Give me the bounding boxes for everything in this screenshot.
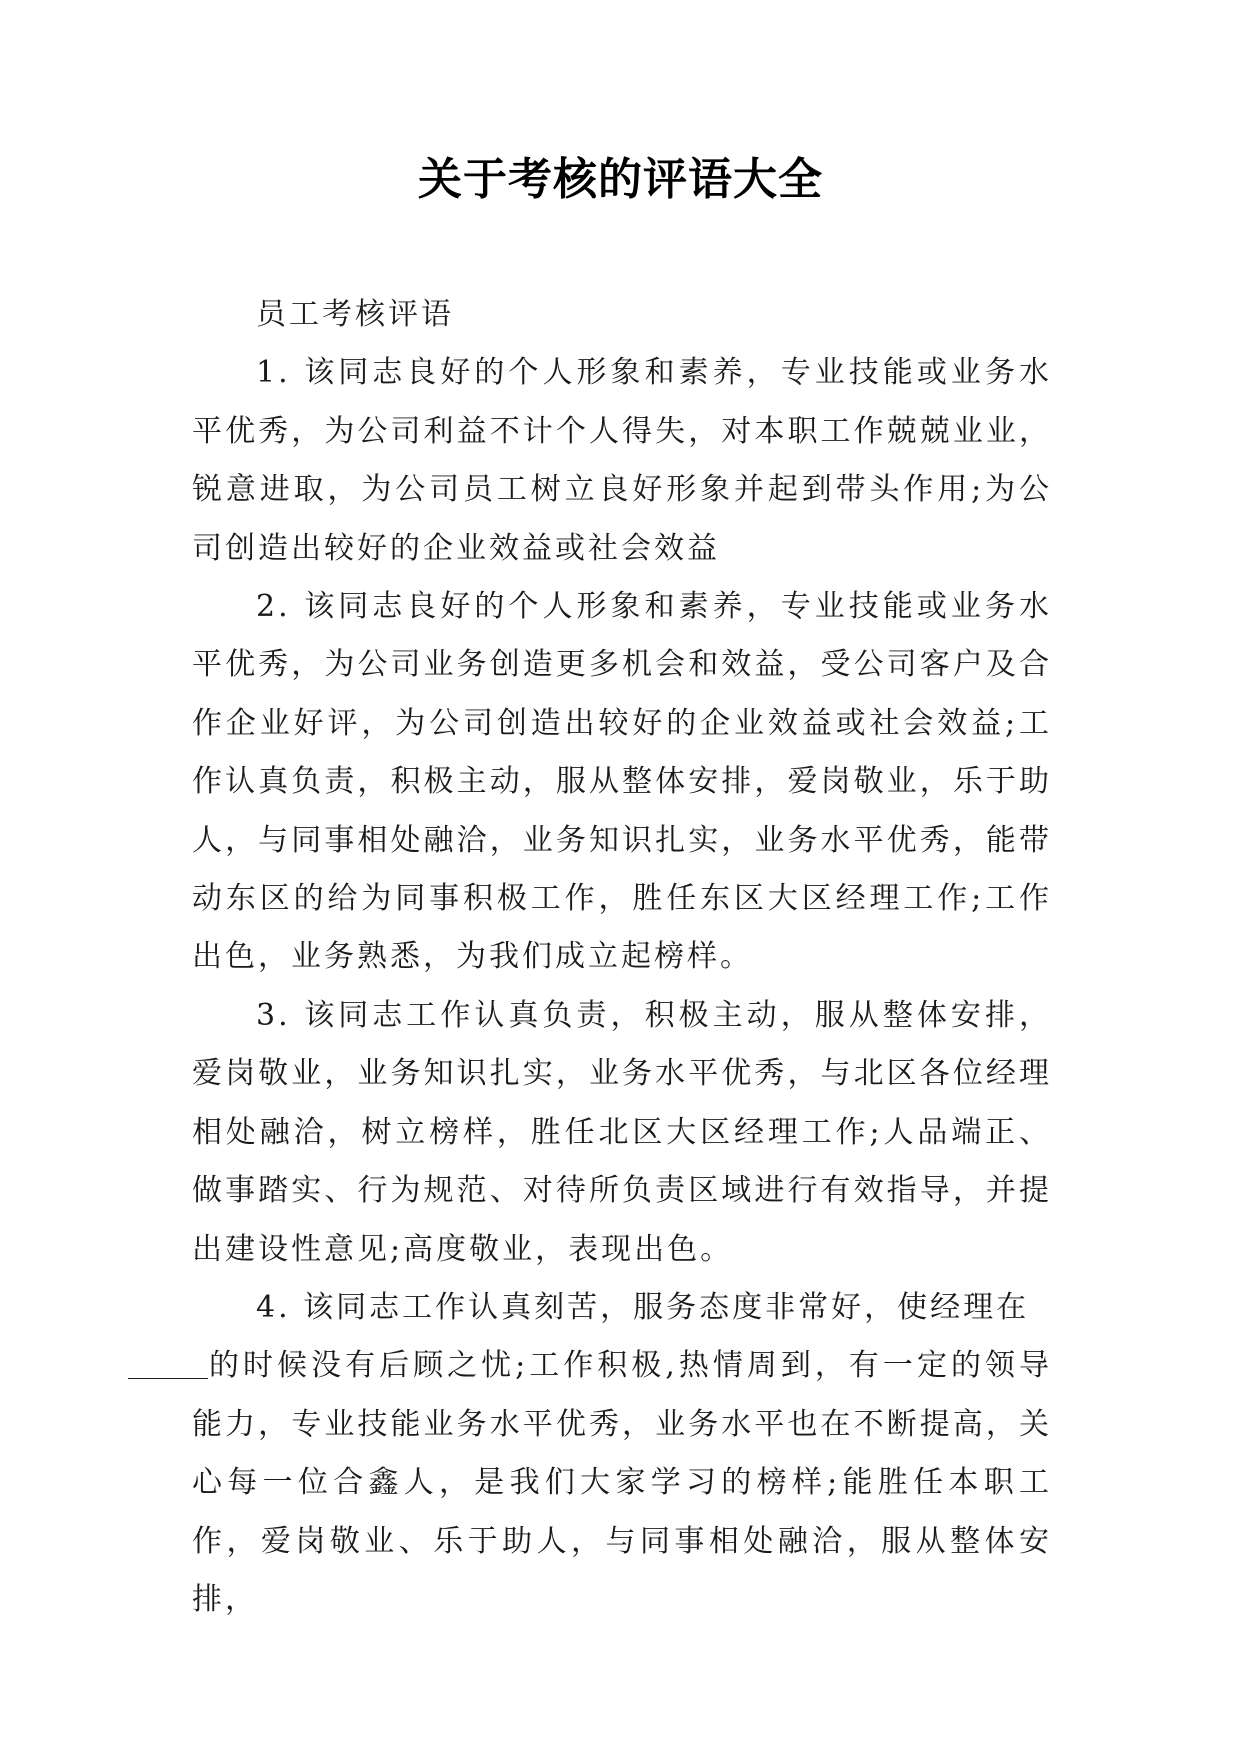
section-heading: 员工考核评语 (256, 297, 454, 332)
paragraph-4 (192, 1279, 1052, 1629)
paragraph-3: 3. 该同志工作认真负责，积极主动，服从整体安排，爱岗敬业，业务知识扎实，业务水平优秀，与北区各位经理相处融洽，树立榜样，胜任北区大区经理工作;人品端正、做事踏实、行为规范、对待所负责区域进行有效指导，并提出建设性意见;高度敬业，表现出色。 (192, 997, 1052, 1267)
fill-in-blank (128, 1348, 208, 1379)
document-body (192, 286, 1052, 1629)
paragraph-2: 2. 该同志良好的个人形象和素养，专业技能或业务水平优秀，为公司业务创造更多机会和效益，受公司客户及合作企业好评，为公司创造出较好的企业效益或社会效益;工作认真负责，积极主动，服从整体安排，爱岗敬业，乐于助人，与同事相处融洽，业务知识扎实，业务水平优秀，能带动东区的给为同事积极工作，胜任东区大区经理工作;工作出色，业务熟悉，为我们成立起榜样。 (192, 589, 1052, 975)
paragraph-4-rest: 的时候没有后顾之忧;工作积极,热情周到，有一定的领导能力，专业技能业务水平优秀，业务水平也在不断提高，关心每一位合鑫人，是我们大家学习的榜样;能胜任本职工作，爱岗敬业、乐于助人，与同事相处融洽，服从整体安排， (192, 1348, 1052, 1617)
paragraph-1: 1. 该同志良好的个人形象和素养，专业技能或业务水平优秀，为公司利益不计个人得失，对本职工作兢兢业业，锐意进取，为公司员工树立良好形象并起到带头作用;为公司创造出较好的企业效益或社会效益 (192, 355, 1052, 566)
document-title: 关于考核的评语大全 (418, 154, 823, 205)
paragraph-4-line1: 4. 该同志工作认真刻苦，服务态度非常好，使经理在 (256, 1289, 1030, 1325)
